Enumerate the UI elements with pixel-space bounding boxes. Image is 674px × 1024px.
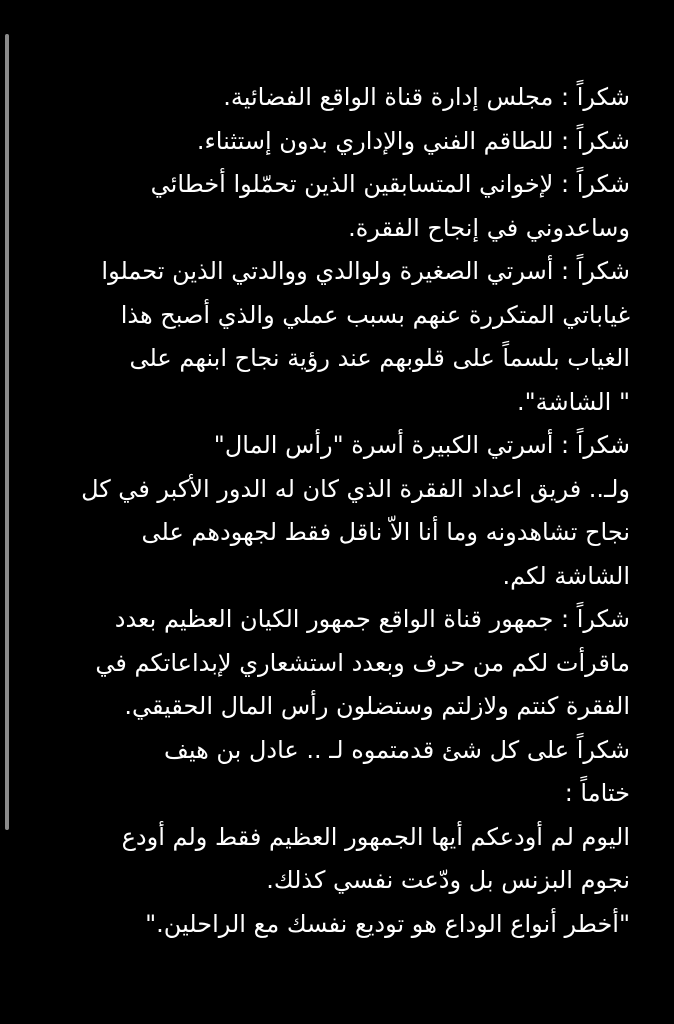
note-line: اليوم لم أودعكم أيها الجمهور العظيم فقط ولم أودع [121, 822, 630, 851]
note-line: ماقرأت لكم من حرف وبعدد استشعاري لإبداعاتكم في [95, 648, 630, 677]
note-line: الشاشة لكم. [502, 561, 630, 590]
note-line: وساعدوني في إنجاح الفقرة. [348, 213, 630, 242]
note-line: الغياب بلسماً على قلوبهم عند رؤية نجاح ابنهم على [129, 344, 630, 372]
note-line: "أخطر أنواع الوداع هو توديع نفسك مع الراحلين." [145, 909, 630, 938]
note-body [60, 76, 630, 946]
note-line: شكراً : مجلس إدارة قناة الواقع الفضائية. [223, 83, 630, 111]
note-line: شكراً على كل شئ قدمتموه لـ .. عادل بن هيف [164, 735, 630, 764]
note-line: شكراً : أسرتي الكبيرة أسرة "رأس المال" [213, 431, 630, 459]
note-line: شكراً : لإخواني المتسابقين الذين تحمّلوا أخطائي [150, 170, 630, 198]
note-line: نجوم البزنس بل ودّعت نفسي كذلك. [266, 866, 630, 894]
note-line: غياباتي المتكررة عنهم بسبب عملي والذي أصبح هذا [120, 300, 630, 329]
note-line: ولـ.. فريق اعداد الفقرة الذي كان له الدور الأكبر في كل [81, 474, 630, 503]
note-line: شكراً : جمهور قناة الواقع جمهور الكيان العظيم بعدد [114, 605, 630, 633]
scrollbar[interactable] [5, 34, 9, 830]
note-line: ختاماً : [564, 779, 630, 807]
note-line: نجاح تشاهدونه وما أنا الاّ ناقل فقط لجهودهم على [141, 518, 630, 546]
note-line: " الشاشة". [516, 387, 630, 416]
note-line: الفقرة كنتم ولازلتم وستضلون رأس المال الحقيقي. [124, 692, 630, 720]
note-line: شكراً : للطاقم الفني والإداري بدون إستثناء. [196, 126, 630, 155]
note-line: شكراً : أسرتي الصغيرة ولوالدي ووالدتي الذين تحملوا [101, 257, 630, 285]
